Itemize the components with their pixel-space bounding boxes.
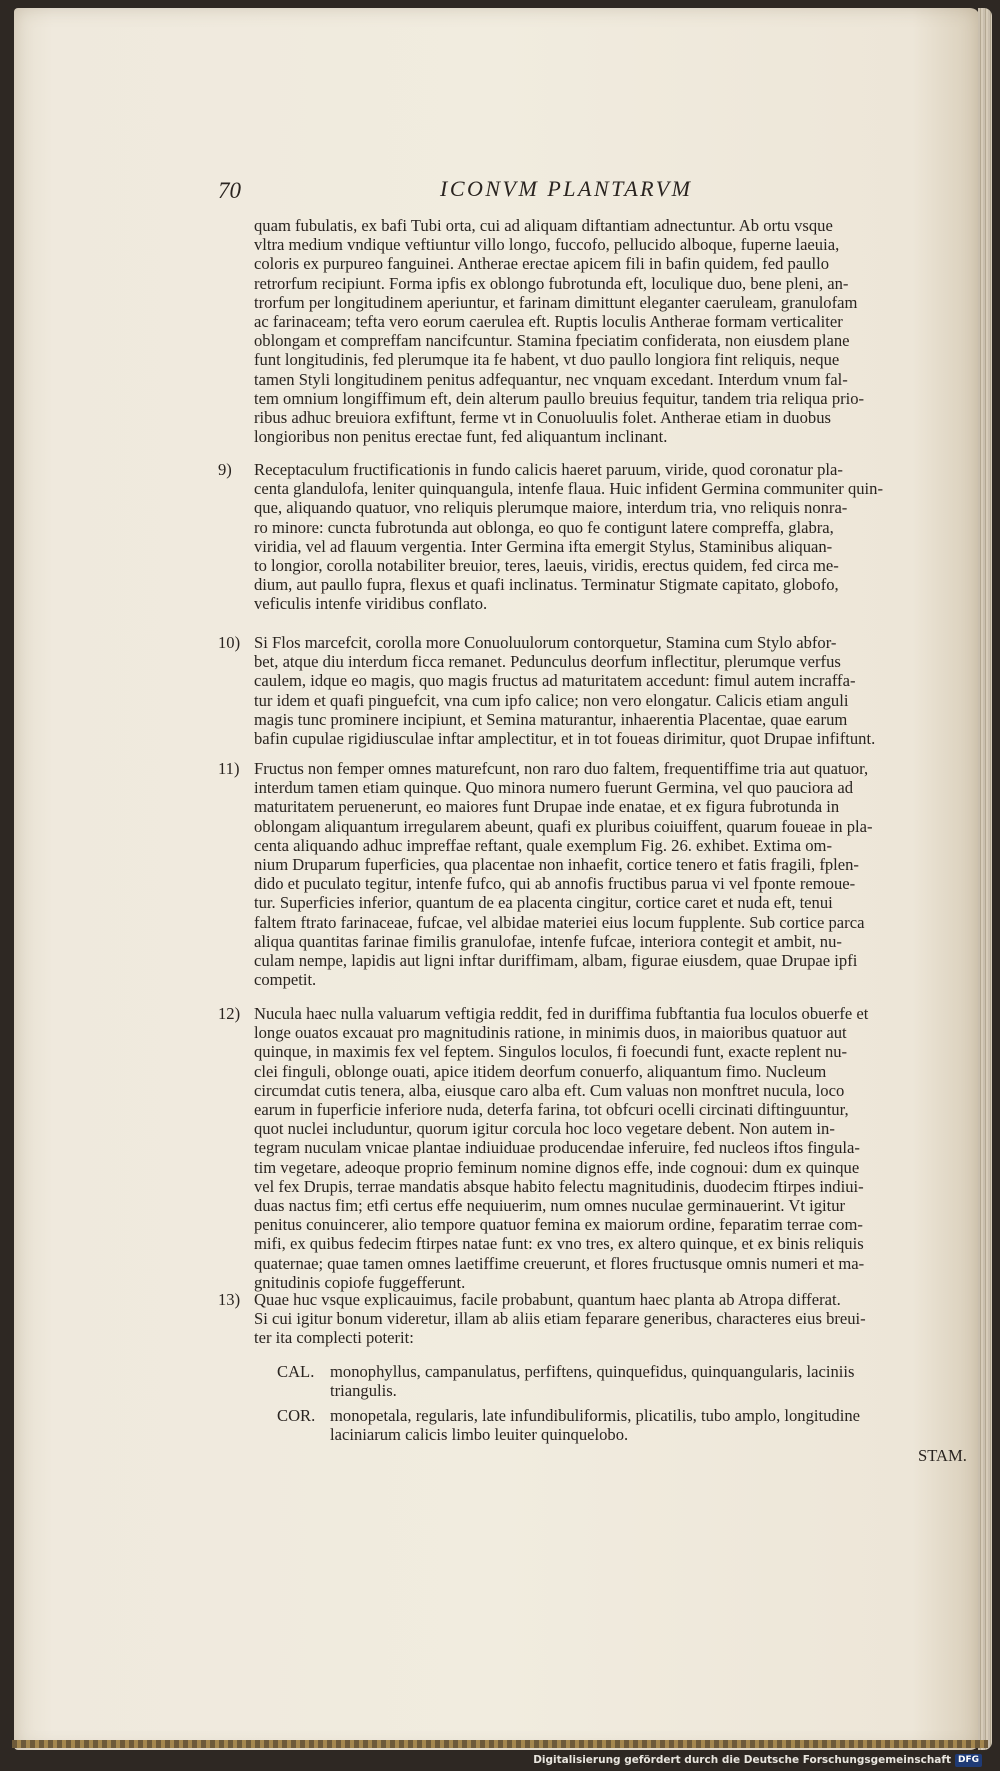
text-line: que, aliquando quatuor, vno reliquis plerumque maiore, interdum tria, vno reliquis nonra- (254, 498, 848, 518)
section-number: 9) (218, 460, 232, 479)
text-line: dido et puculato tegitur, intenfe fufco, qui ab annofis fructibus parua vi vel fponte remoue- (254, 874, 856, 894)
text-line: culam nempe, lapidis aut ligni inftar duriffimam, albam, figurae eiusdem, quae Drupae ipfi (254, 951, 858, 970)
text-line: monophyllus, campanulatus, perfiftens, quinquefidus, quinquangularis, laciniis (330, 1362, 855, 1381)
dfg-logo: DFG (955, 1754, 982, 1767)
text-line: Nucula haec nulla valuarum veftigia reddit, fed in duriffima fubftantia fua loculos obuerfe et (254, 1004, 869, 1023)
text-line: oblongam aliquantum irregularem abeunt, quafi ex pluribus coiuiffent, quarum foueae in pla- (254, 816, 873, 836)
text-line: tem omnium longiffimum eft, dein alterum paullo breuius fequitur, tandem tria reliqua prio- (254, 388, 865, 408)
running-head: ICONVM PLANTARVM (440, 176, 693, 201)
text-line: tur. Superficies inferior, quantum de ea placenta cingitur, cortice caret et nuda eft, tenui (254, 893, 833, 913)
text-line: quaternae; quae tamen omnes laetiffime creuerunt, et flores fructusque omnis numeri et ma- (254, 1253, 865, 1273)
text-line: aliqua quantitas farinae fimilis granulofae, intenfe fufcae, interiora contegit et ambit, nu- (254, 931, 842, 951)
text-line: oblongam et compreffam nancifcuntur. Stamina fpeciatim confiderata, non eiusdem plane (254, 331, 850, 351)
text-line: trorfum per longitudinem aperiuntur, et farinam dimittunt eleganter caeruleam, granulofam (254, 292, 858, 312)
text-line: competit. (254, 970, 317, 990)
text-line: to longior, corolla notabiliter breuior, teres, laeuis, viridis, erectus quidem, fed circa me- (254, 556, 839, 575)
text-line: viridia, vel ad flauum vergentia. Inter Germina ifta emergit Stylus, Staminibus aliquan- (254, 536, 833, 556)
text-line: Quae huc vsque explicauimus, facile probabunt, quantum haec planta ab Atropa differat. (254, 1290, 841, 1309)
text-line: Si Flos marcefcit, corolla more Conuoluulorum contorquetur, Stamina cum Stylo abfor- (254, 633, 837, 652)
text-line: earum in fuperficie inferiore nuda, deterfa farina, tot obfcuri ocelli circinati diftinguuntur, (254, 1100, 849, 1119)
decorative-border (12, 1740, 988, 1748)
text-line: veficulis intenfe viridibus conflato. (254, 594, 488, 614)
catchword: STAM. (918, 1446, 967, 1465)
text-line: funt longitudinis, fed plerumque ita fe habent, vt duo paullo longiora fint reliquis, neque (254, 350, 840, 370)
text-line: bet, atque diu interdum ficca remanet. Pedunculus deorfum inflectitur, plerumque verfus (254, 652, 841, 672)
text-line: quot nuclei includuntur, quorum igitur corcula hoc loco vegetare debent. Non autem in- (254, 1119, 835, 1139)
text-line: Fructus non femper omnes maturefcunt, non raro duo faltem, frequentiffime tria aut quatuor, (254, 759, 869, 778)
text-line: faltem ftrato farinaceae, fufcae, vel albidae materiei eius locum fupplente. Sub cortice parca (254, 912, 865, 932)
text-line: tamen Styli longitudinem penitus adfequantur, nec vnquam excedant. Interdum vnum fal- (254, 369, 848, 389)
text-line: ro minore: cuncta fubrotunda aut oblonga, eo quo fe contigunt latere compreffa, glabra, (254, 517, 834, 537)
section-number: 13) (218, 1290, 241, 1309)
text-line: mifi, ex quibus fedecim ftirpes natae funt: ex vno tres, ex altero quinque, et ex binis reliquis (254, 1234, 864, 1254)
text-line: ac farinaceam; tefta vero eorum caerulea eft. Ruptis loculis Antherae formam verticaliter (254, 312, 843, 331)
page-number: 70 (218, 178, 241, 203)
text-line: quam fubulatis, ex bafi Tubi orta, cui ad aliquam diftantiam adnectuntur. Ab ortu vsque (254, 216, 833, 235)
text-line: interdum tamen etiam quinque. Quo minora numero fuerunt Germina, vel quo pauciora ad (254, 778, 854, 798)
text-line: magis tunc prominere incipiunt, et Semina maturantur, inhaerentia Placentae, quae earum (254, 709, 848, 729)
text-line: dium, aut paullo fupra, flexus et quafi inclinatus. Terminatur Stigmate capitato, globofo, (254, 575, 839, 595)
digitization-credit (533, 1752, 982, 1768)
text-line: monopetala, regularis, late infundibuliformis, plicatilis, tubo amplo, longitudine (330, 1406, 860, 1425)
text-line: triangulis. (330, 1381, 397, 1401)
text-line: Receptaculum fructificationis in fundo calicis haeret paruum, viride, quod coronatur pla- (254, 460, 843, 479)
text-line: bafin cupulae rigidiusculae inftar amplectitur, et in tot foueas dirimitur, quot Drupae infiftunt. (254, 729, 876, 748)
text-line: Si cui igitur bonum videretur, illam ab aliis etiam feparare generibus, characteres eius breui- (254, 1309, 866, 1329)
text-line: nium Druparum fuperficies, qua placentae non inhaefit, cortice tenero et fatis fragili, fplen- (254, 855, 859, 874)
text-line: longioribus non penitus erectae funt, fed aliquantum inclinant. (254, 427, 668, 447)
text-line: vel fex Drupis, terrae mandatis absque habito felectu magnitudinis, duodecim ftirpes indiui- (254, 1176, 864, 1196)
character-term: COR. (277, 1406, 316, 1425)
credit-text: Digitalisierung gefördert durch die Deutsche Forschungsgemeinschaft (533, 1754, 951, 1766)
text-line: ter ita complecti poterit: (254, 1328, 414, 1348)
text-line: duas nactus fim; etfi certus effe nequiuerim, num omnes nuculae germinauerint. Vt igitur (254, 1196, 846, 1215)
text-line: tur idem et quafi pinguefcit, vna cum ipfo calice; non vero elongatur. Calicis etiam anguli (254, 690, 849, 710)
text-line: ribus adhuc breuiora exfiftunt, ferme vt in Conuoluulis folet. Antherae etiam in duobus (254, 408, 831, 427)
section-number: 12) (218, 1004, 241, 1023)
text-line: centa glandulofa, leniter quinquangula, intenfe flaua. Huic infident Germina communiter quin- (254, 479, 883, 499)
character-term: CAL. (277, 1362, 315, 1381)
section-number: 11) (218, 759, 240, 778)
text-line: coloris ex purpureo fanguinei. Antherae erectae apicem fili in bafin quidem, fed paullo (254, 254, 830, 274)
text-line: longe ouatos excauat pro magnitudinis ratione, in minimis duos, in maioribus quatuor aut (254, 1023, 847, 1043)
text-line: penitus conuincerer, alio tempore quatuor femina ex maiorum ordine, feparatim terrae com- (254, 1215, 863, 1235)
text-line: circumdat cutis tenera, alba, eiusque caro alba eft. Cum valuas non monftret nucula, loco (254, 1080, 845, 1100)
text-line: retrorfum recipiunt. Forma ipfis ex oblongo fubrotunda eft, loculique duo, bene pleni, an- (254, 273, 849, 293)
text-line: laciniarum calicis limbo leuiter quinquelobo. (330, 1425, 629, 1445)
text-line: clei finguli, oblonge ouati, apice itidem deorfum conuerfo, aliquantum fimo. Nucleum (254, 1061, 827, 1081)
text-line: centa aliquando adhuc impreffae reftant, quale exemplum Fig. 26. exhibet. Extima om- (254, 835, 832, 855)
text-line: quinque, in maximis fex vel feptem. Singulos loculos, fi foecundi funt, exacte replent nu- (254, 1042, 848, 1062)
text-line: maturitatem peruenerunt, eo maiores funt Drupae inde enatae, et ex figura fubrotunda in (254, 797, 840, 817)
text-line: tegram nuculam vnicae plantae indiuiduae producendae inferuire, fed nucleos iftos fingula- (254, 1138, 860, 1158)
section-number: 10) (218, 633, 241, 652)
text-line: vltra medium vndique veftiuntur villo longo, fuccofo, pellucido alboque, fuperne laeuia, (254, 235, 840, 255)
text-line: gnitudinis copiofe fuggefferunt. (254, 1272, 466, 1292)
text-line: tim vegetare, adeoque proprio feminum nomine dignos effe, inde cognoui: dum ex quinque (254, 1157, 860, 1177)
text-line: caulem, idque eo magis, quo magis fructus ad maturitatem accedunt: fimul autem incraffa- (254, 671, 856, 691)
